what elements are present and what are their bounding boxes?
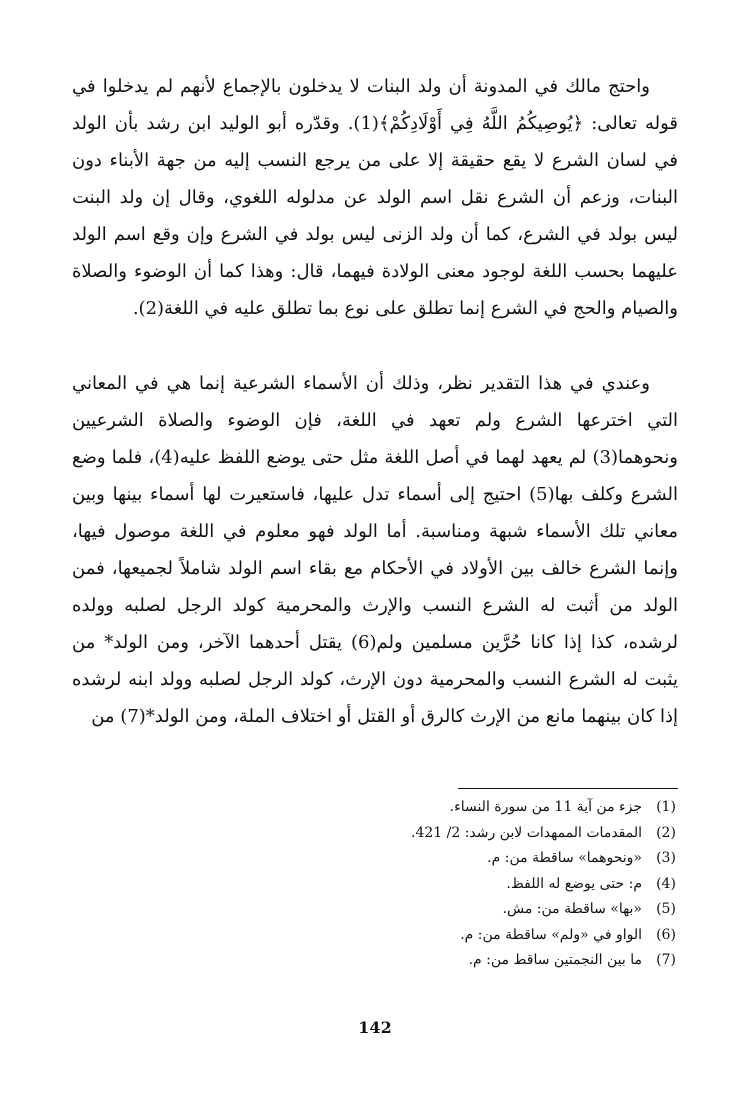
body-paragraph-1 (72, 68, 678, 327)
footnote-divider (458, 788, 678, 789)
footnote-item (72, 948, 678, 974)
footnote-number: (3) (656, 850, 676, 866)
footnote-text: الواو في «ولم» ساقطة من: م. (460, 926, 642, 943)
paragraph-text: واحتج مالك في المدونة أن ولد البنات لا يدخلون بالإجماع لأنهم لم يدخلوا في قوله تعالى: ﴿يُوصِيكُمُ اللَّهُ فِي أَوْلَادِكُمْ﴾(1). وقدّره أبو الوليد ابن رشد بأن الولد في لسان الشرع لا يقع حقيقة إلا على من يرجع النسب إليه من جهة الأبناء دون البنات، وزعم أن الشرع نقل اسم الولد عن مدلوله اللغوي، وقال إن ولد البنت ليس بولد في الشرع، كما أن ولد الزنى ليس بولد في الشرع وإن وقع اسم الولد عليهما بحسب اللغة لوجود معنى الولادة فيهما، قال: وهذا كما أن الوضوء والصلاة والصيام والحج في الشرع إنما تطلق على نوع بما تطلق عليه في اللغة(2). (72, 76, 678, 319)
footnotes-list (72, 795, 678, 974)
footnote-item (72, 872, 678, 898)
body-paragraph-2 (72, 365, 678, 735)
footnote-text: جزء من آية 11 من سورة النساء. (449, 799, 642, 815)
footnote-text: م: حتى يوضع له اللفظ. (506, 875, 642, 892)
footnote-item (72, 897, 678, 923)
footnote-number: (7) (656, 952, 676, 968)
footnote-number: (6) (656, 926, 676, 943)
footnote-number: (1) (656, 799, 676, 815)
footnote-number: (2) (656, 824, 676, 841)
footnote-number: (5) (656, 901, 676, 917)
footnote-text: «ونحوهما» ساقطة من: م. (487, 850, 642, 866)
footnote-item (72, 821, 678, 847)
footnote-text: «بها» ساقطة من: مش. (502, 901, 642, 917)
footnote-text: المقدمات الممهدات لابن رشد: 2/ 421. (410, 824, 642, 841)
footnote-item (72, 846, 678, 872)
footnote-item (72, 923, 678, 949)
footnote-item (72, 795, 678, 821)
footnote-number: (4) (656, 875, 676, 892)
footnote-text: ما بين النجمتين ساقط من: م. (468, 952, 642, 968)
page-number: 142 (358, 1018, 392, 1037)
paragraph-text: وعندي في هذا التقدير نظر، وذلك أن الأسماء الشرعية إنما هي في المعاني التي اخترعها الشرع ولم تعهد في اللغة، فإن الوضوء والصلاة الشرعيين ونحوهما(3) لم يعهد لهما في أصل اللغة مثل حتى يوضع اللفظ عليه(4)، فلما وضع الشرع وكلف بها(5) احتيج إلى أسماء تدل عليها، فاستعيرت لها أسماء بينها وبين معاني تلك الأسماء شبهة ومناسبة. أما الولد فهو معلوم في اللغة موصول فيها، وإنما الشرع خالف بين الأولاد في الأحكام مع بقاء اسم الولد شاملاً لجميعها، فمن الولد من أثبت له الشرع النسب والإرث والمحرمية كولد الرجل لصلبه وولده لرشده، كذا إذا كانا حُرَّين مسلمين ولم(6) يقتل أحدهما الآخر، ومن الولد* من يثبت له الشرع النسب والمحرمية دون الإرث، كولد الرجل لصلبه وولد ابنه لرشده إذا كان بينهما مانع من الإرث كالرق أو القتل أو اختلاف الملة، ومن الولد*(7) من (72, 373, 678, 727)
